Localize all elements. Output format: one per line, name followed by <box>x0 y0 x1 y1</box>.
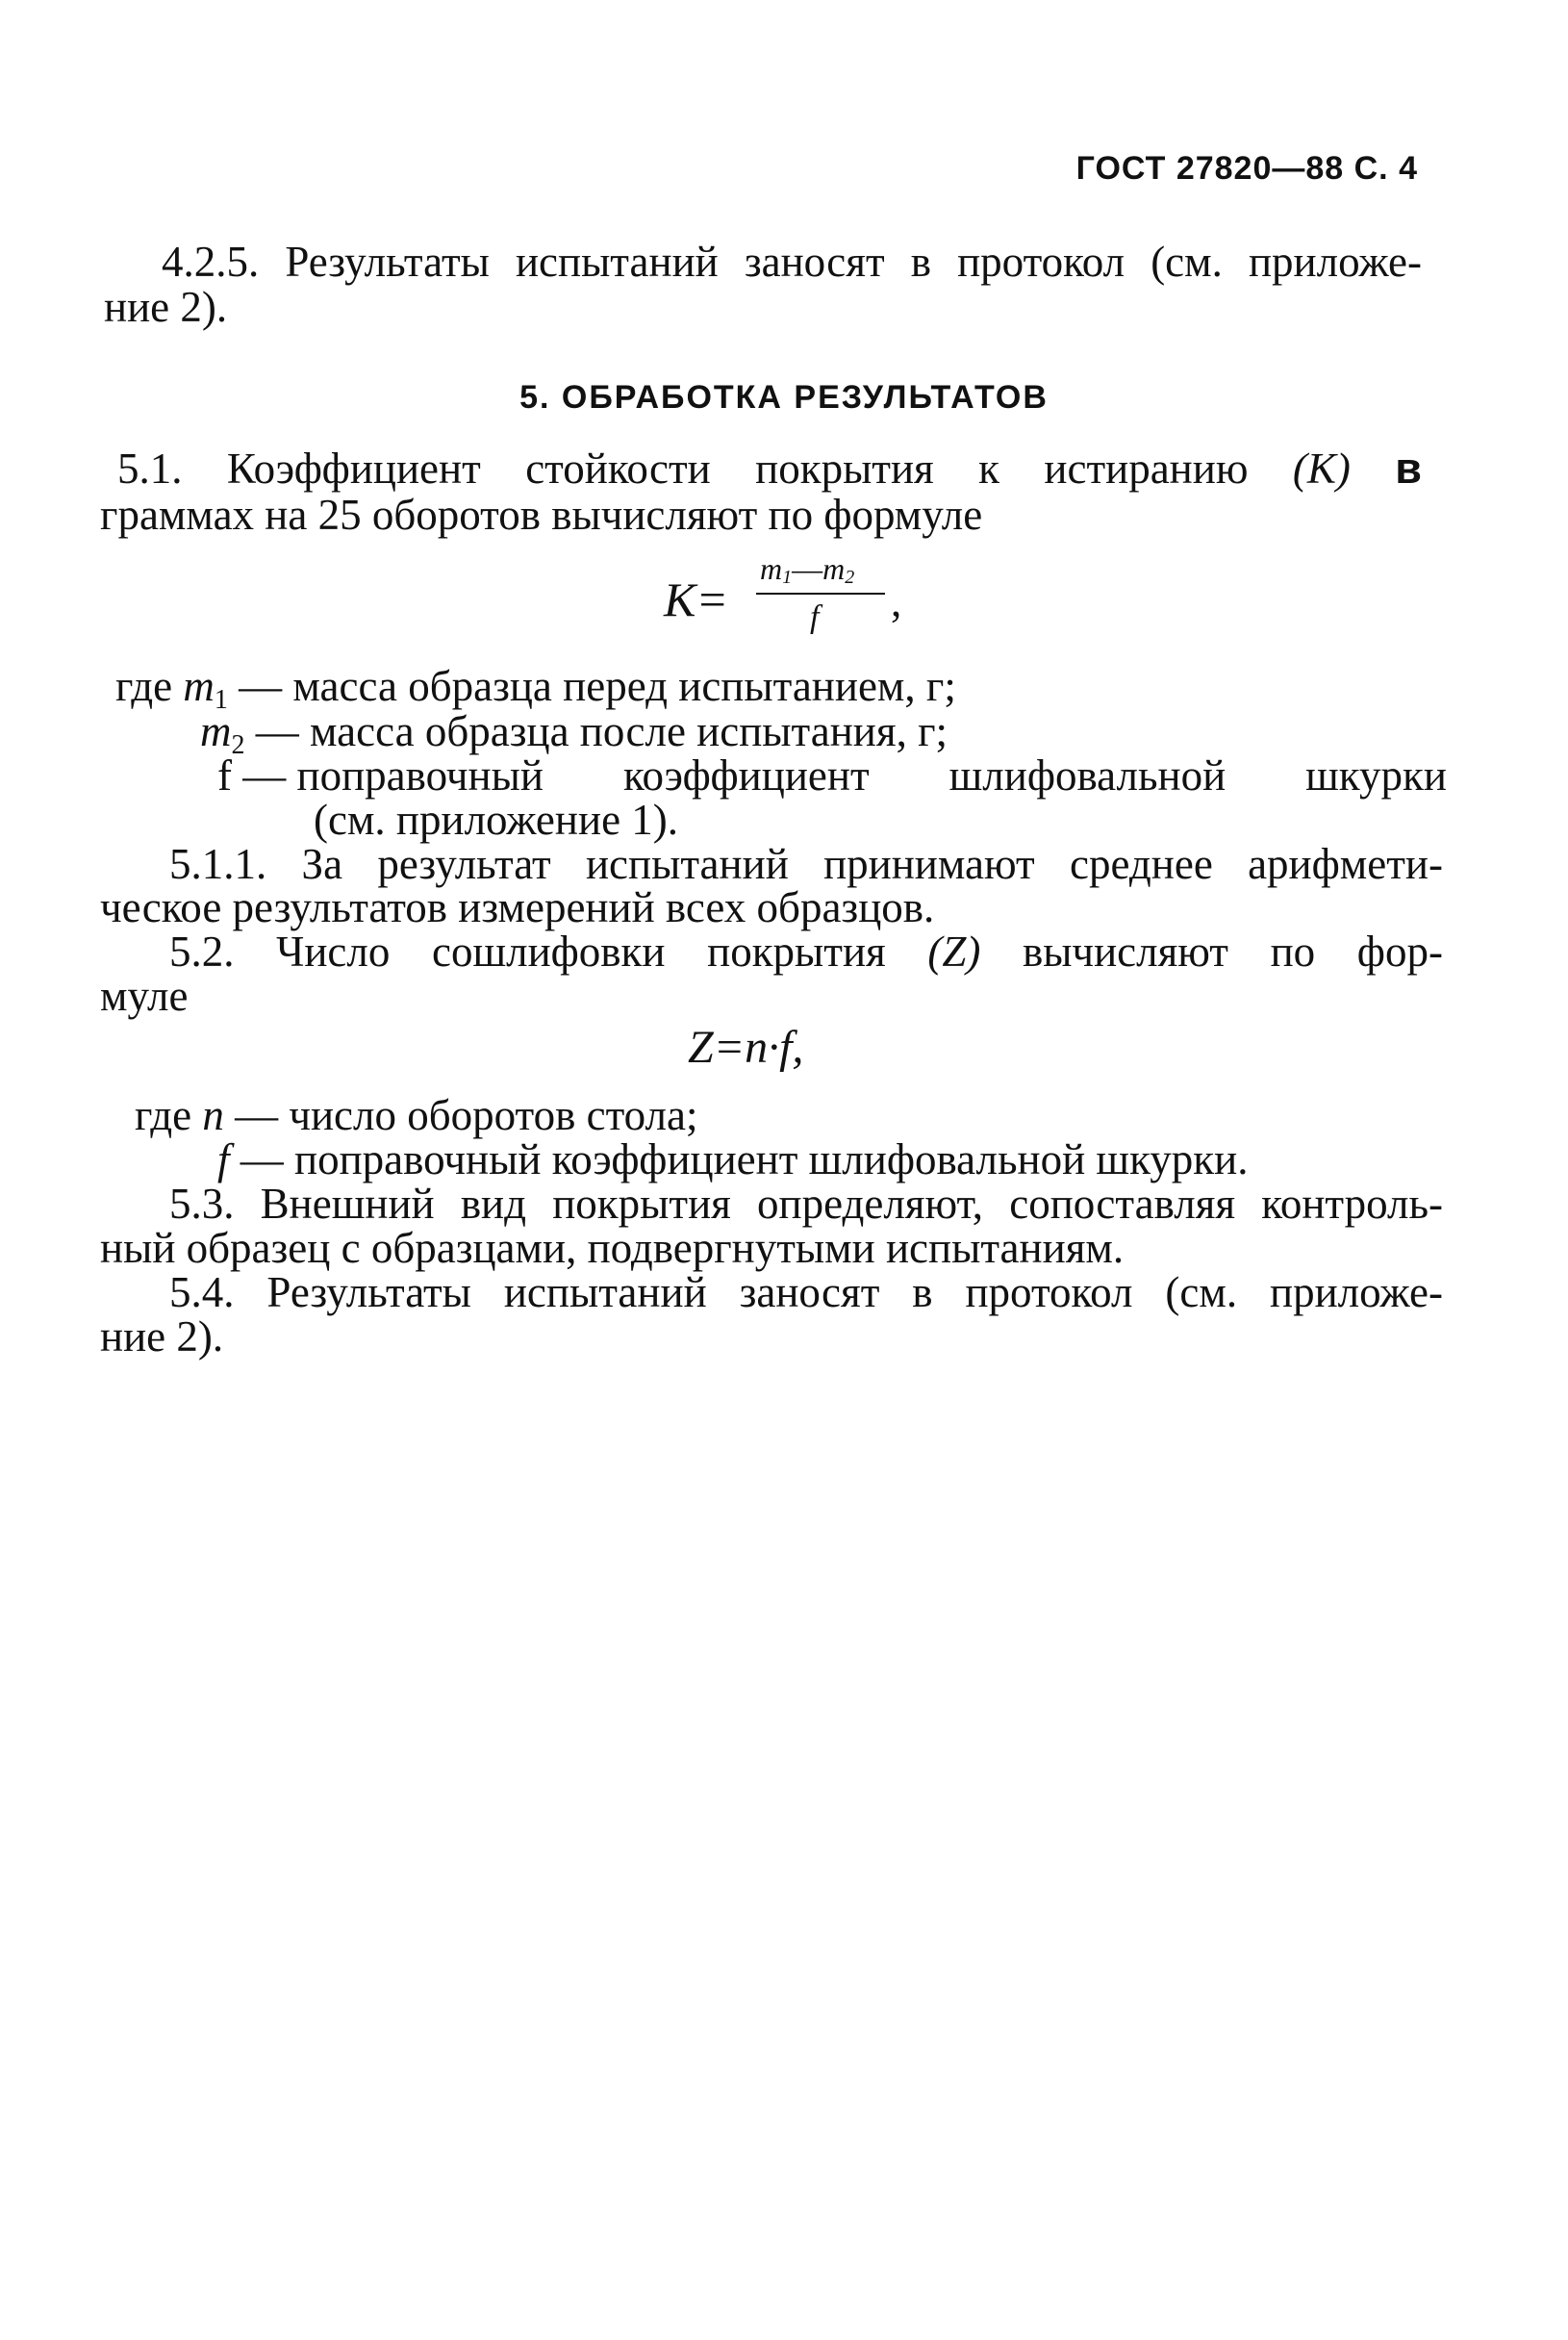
word: в <box>1395 444 1422 493</box>
word: 5.1.1. <box>169 840 267 888</box>
word: истиранию <box>1044 445 1249 493</box>
word: арифмети- <box>1248 840 1443 888</box>
word: вычисляют <box>1022 928 1228 976</box>
paragraph-5-1-line-2: граммах на 25 оборотов вычисляют по формуле <box>100 491 983 539</box>
numerator-minus: — <box>792 551 823 586</box>
definition-text: — масса образца перед испытанием, г; <box>239 662 956 710</box>
word: (см. <box>1151 238 1223 286</box>
definition-text: — поправочный коэффициент шлифовальной шкурки. <box>240 1135 1249 1183</box>
numerator-m1: m <box>760 551 783 586</box>
paragraph-5-3-line-2: ный образец с образцами, подвергнутыми испытаниям. <box>100 1224 1125 1272</box>
word: покрытия <box>755 445 934 493</box>
paragraph-5-1-line-1 <box>117 446 1422 491</box>
where-label: где <box>115 662 173 710</box>
word: (Z) <box>927 928 981 976</box>
word: результат <box>377 840 551 888</box>
word: по <box>1270 928 1316 976</box>
word: Внешний <box>260 1180 435 1228</box>
word: стойкости <box>525 445 711 493</box>
word: испытаний <box>585 840 789 888</box>
formula-z: Z=n·f, <box>688 1022 804 1073</box>
symbol-n: n <box>202 1091 224 1139</box>
word: Число <box>276 928 391 976</box>
word: среднее <box>1070 840 1213 888</box>
word: Результаты <box>266 1268 471 1316</box>
word: заносят <box>744 238 885 286</box>
word: протокол <box>957 238 1125 286</box>
formula-k-numerator <box>760 552 854 594</box>
paragraph-4-2-5-line-2: ние 2). <box>104 283 228 331</box>
definition-f <box>217 1137 1249 1182</box>
paragraph-5-4-line-2: ние 2). <box>100 1312 224 1361</box>
definition-n <box>135 1093 698 1137</box>
numerator-sub2: 2 <box>845 567 855 588</box>
paragraph-5-1-1-line-2: ческое результатов измерений всех образцов. <box>100 883 935 931</box>
word: шкурки <box>1305 751 1447 800</box>
symbol-f: f <box>217 1135 230 1183</box>
word: 5.2. <box>169 928 235 976</box>
word: покрытия <box>707 928 886 976</box>
word: протокол <box>965 1268 1133 1316</box>
subscript-1: 1 <box>214 685 228 715</box>
formula-k-lhs: K= <box>664 572 729 626</box>
where-label: где <box>135 1091 192 1139</box>
word: приложе- <box>1270 1268 1443 1316</box>
word: испытаний <box>503 1268 707 1316</box>
paragraph-5-2-line-2: муле <box>100 972 189 1020</box>
word: испытаний <box>515 238 719 286</box>
symbol-m1: m <box>183 662 215 710</box>
fraction-bar <box>756 593 885 595</box>
word: в <box>910 238 931 286</box>
word: Коэффициент <box>226 445 481 493</box>
paragraph-5-3-line-1 <box>169 1182 1443 1226</box>
word: За <box>301 840 343 888</box>
word: 4.2.5. <box>162 238 260 286</box>
word: в <box>912 1268 933 1316</box>
word: 5.3. <box>169 1180 235 1228</box>
word: f — поправочный <box>217 751 544 800</box>
word: приложе- <box>1248 238 1422 286</box>
word: контроль- <box>1261 1180 1443 1228</box>
word: сошлифовки <box>431 928 666 976</box>
definition-text: — число оборотов стола; <box>235 1091 698 1139</box>
definition-text: — масса образца после испытания, г; <box>255 707 948 755</box>
word: шлифовальной <box>948 751 1227 800</box>
paragraph-5-2-line-1 <box>169 929 1443 974</box>
word: покрытия <box>552 1180 731 1228</box>
paragraph-5-1-1-line-1 <box>169 842 1443 886</box>
formula-k <box>664 552 933 658</box>
formula-k-comma: , <box>891 577 902 625</box>
word: сопоставляя <box>1009 1180 1236 1228</box>
word: к <box>978 445 1000 493</box>
word: вид <box>460 1180 527 1228</box>
word: (см. <box>1165 1268 1238 1316</box>
word: 5.4. <box>169 1268 235 1316</box>
paragraph-4-2-5-line-1 <box>162 240 1422 284</box>
numerator-m2: m <box>822 551 846 586</box>
word: (K) <box>1292 445 1351 493</box>
definition-f-line-1 <box>217 753 1447 798</box>
word: 5.1. <box>117 445 183 493</box>
definition-f-line-2: (см. приложение 1). <box>314 796 679 844</box>
word: принимают <box>823 840 1035 888</box>
word: заносят <box>739 1268 880 1316</box>
word: определяют, <box>757 1180 984 1228</box>
formula-k-denominator: f <box>810 599 820 635</box>
numerator-sub1: 1 <box>782 567 793 588</box>
word: коэффициент <box>622 751 870 800</box>
section-title: 5. ОБРАБОТКА РЕЗУЛЬТАТОВ <box>519 379 1049 416</box>
paragraph-5-4-line-1 <box>169 1270 1443 1314</box>
document-reference-header: ГОСТ 27820—88 С. 4 <box>1075 150 1418 187</box>
word: Результаты <box>285 238 490 286</box>
word: фор- <box>1356 928 1443 976</box>
subscript-2: 2 <box>231 730 245 760</box>
symbol-m2: m <box>200 707 232 755</box>
